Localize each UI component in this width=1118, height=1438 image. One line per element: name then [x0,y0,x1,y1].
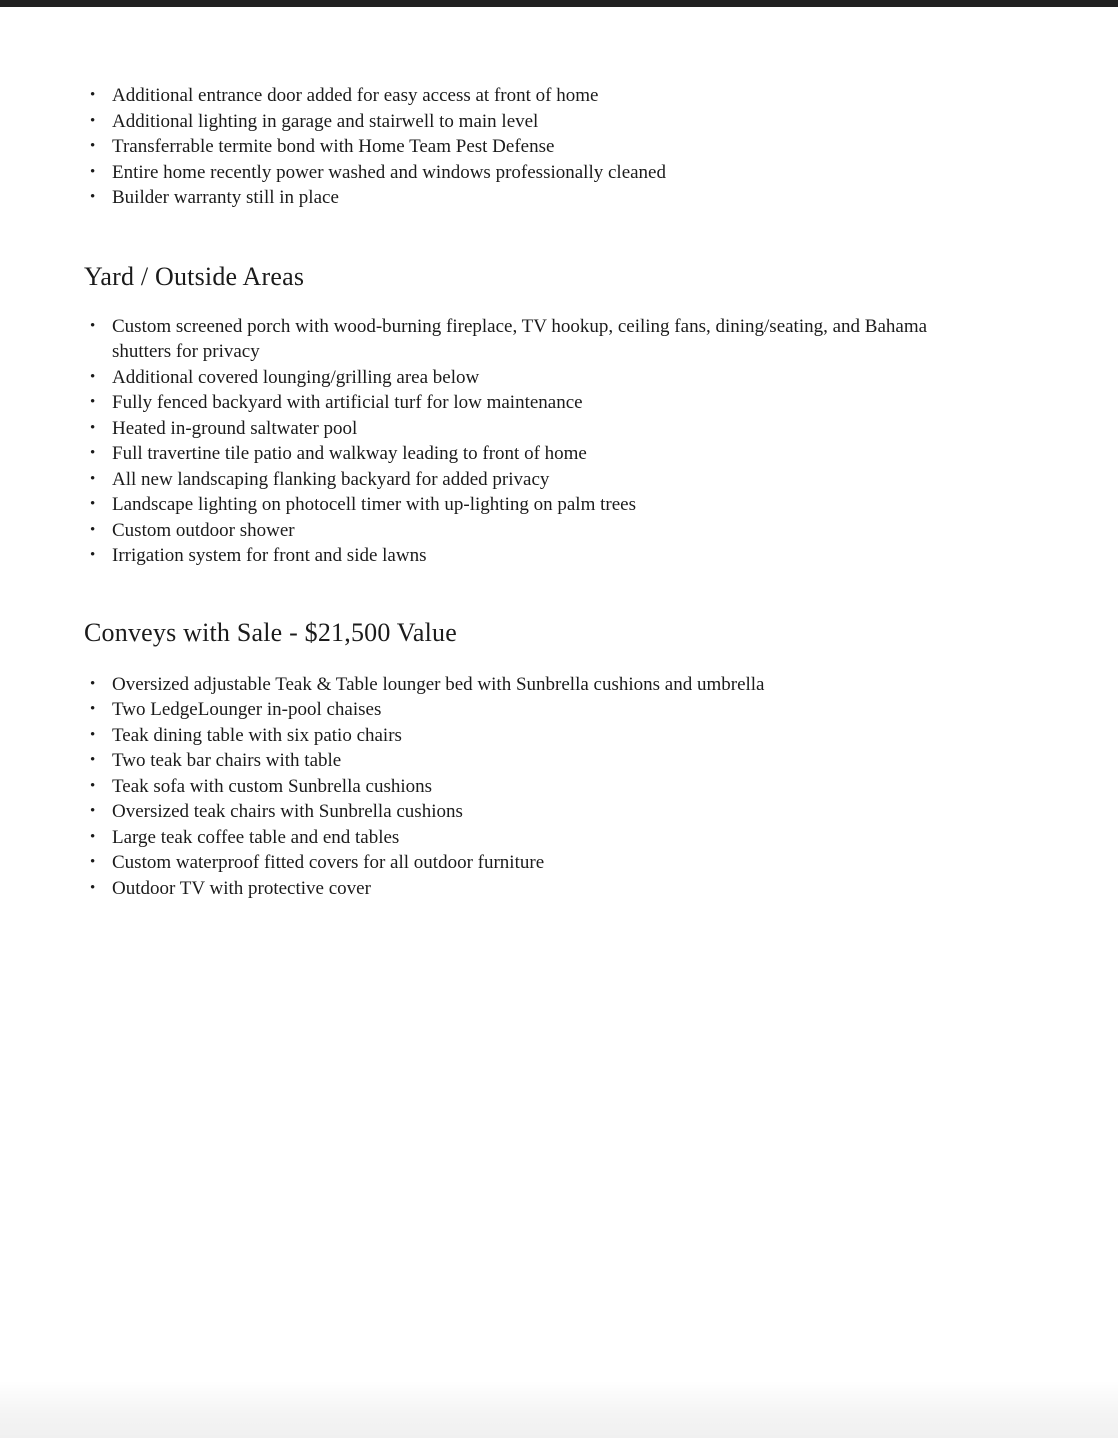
page-bottom-shadow [0,1380,1118,1438]
list-item-text: Custom waterproof fitted covers for all outdoor furniture [112,852,545,873]
home-features-list [84,83,989,211]
list-item [84,492,984,518]
list-item-text: Outdoor TV with protective cover [112,877,371,899]
bullet-icon: • [90,726,96,743]
list-item-text: Fully fenced backyard with artificial turf for low maintenance [112,392,583,413]
list-item-text: Entire home recently power washed and windows professionally cleaned [112,161,666,183]
yard-outside-areas-list [84,314,989,569]
bullet-icon: • [90,394,96,410]
list-item-text: Two LedgeLounger in-pool chaises [112,699,382,720]
bullet-icon: • [90,87,96,103]
bullet-icon: • [90,112,96,129]
list-item [84,390,984,416]
list-item [84,723,984,749]
bullet-icon: • [90,419,96,436]
list-item [84,467,984,493]
document-page [0,7,1118,1438]
list-item-text: Landscape lighting on photocell timer with up-lighting on palm trees [112,494,636,515]
list-item-text: Oversized adjustable Teak & Table lounger bed with Sunbrella cushions and umbrella [112,673,765,695]
list-item [84,160,984,186]
list-item-text: Oversized teak chairs with Sunbrella cushions [112,801,463,822]
bullet-icon: • [90,752,96,768]
list-item [84,825,984,851]
list-item [84,774,984,800]
bullet-icon: • [90,547,96,563]
bullet-icon: • [90,854,96,870]
bullet-icon: • [90,701,96,717]
list-item-text: Heated in-ground saltwater pool [112,417,358,439]
section-heading-yard-outside-areas: Yard / Outside Areas [84,261,305,291]
bullet-icon: • [90,521,96,538]
conveys-with-sale-list [84,672,989,902]
list-item-text: Builder warranty still in place [112,187,339,208]
list-item [84,518,984,544]
list-item [84,748,984,774]
list-item-text: Custom outdoor shower [112,519,295,541]
list-item [84,876,984,902]
list-item-text: Teak dining table with six patio chairs [112,724,402,746]
bullet-icon: • [90,138,96,154]
top-border-bar [0,0,1118,7]
list-item-text: Transferrable termite bond with Home Team Pest Defense [112,136,555,157]
list-item-text: Irrigation system for front and side lawns [112,545,427,566]
list-item [84,314,984,365]
list-item [84,543,984,569]
list-item [84,799,984,825]
bullet-icon: • [90,675,96,692]
bullet-icon: • [90,828,96,845]
section-heading-conveys-with-sale: Conveys with Sale - $21,500 Value [84,617,457,647]
list-item [84,365,984,391]
list-item [84,697,984,723]
list-item [84,185,984,211]
list-item [84,416,984,442]
list-item [84,134,984,160]
list-item-text: Additional lighting in garage and stairwell to main level [112,110,539,132]
document-content [0,83,1118,901]
bullet-icon: • [90,879,96,896]
list-item [84,672,984,698]
list-item-text: Custom screened porch with wood-burning fireplace, TV hookup, ceiling fans, dining/seating, and Bahama shutters for privacy [112,315,928,362]
list-item-text: Large teak coffee table and end tables [112,826,400,848]
list-item-text: Additional covered lounging/grilling area below [112,366,480,388]
bullet-icon: • [90,163,96,180]
list-item [84,109,984,135]
bullet-icon: • [90,317,96,334]
list-item-text: All new landscaping flanking backyard for added privacy [112,468,550,490]
bullet-icon: • [90,803,96,819]
bullet-icon: • [90,496,96,512]
bullet-icon: • [90,470,96,487]
list-item [84,83,984,109]
bullet-icon: • [90,368,96,385]
list-item-text: Teak sofa with custom Sunbrella cushions [112,775,433,797]
list-item-text: Two teak bar chairs with table [112,750,342,771]
list-item-text: Full travertine tile patio and walkway leading to front of home [112,443,587,464]
bullet-icon: • [90,445,96,461]
list-item [84,850,984,876]
bullet-icon: • [90,189,96,205]
bullet-icon: • [90,777,96,794]
list-item [84,441,984,467]
list-item-text: Additional entrance door added for easy access at front of home [112,85,599,106]
